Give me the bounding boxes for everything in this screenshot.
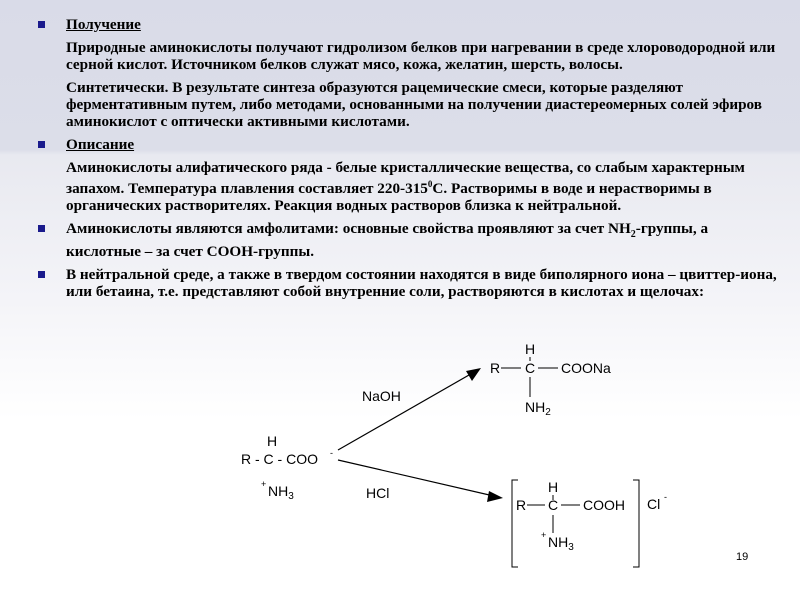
ampholytes-text: Аминокислоты являются амфолитами: основные свойства проявляют за счет NH: [66, 220, 631, 238]
zwitterion-nh3: $NH_3$: [268, 483, 294, 502]
arrowhead-bottom-icon: [487, 491, 503, 502]
product-top-r: R: [490, 360, 501, 376]
nh2-subscript: 2: [630, 229, 636, 241]
product-top-h: H: [525, 341, 536, 357]
paragraph-synthetic: Синтетически. В результате синтеза образуются рацемические смеси, которые разделяют ферментативным путем, либо методами, основанными на получении диастереомерных солей эфиров аминокислот с оптически активными кислотами.: [66, 79, 762, 130]
zwitterion-text: В нейтральной среде, а также в твердом состоянии находятся в виде биполярного иона – цвиттер-иона, или бетаина, т.е. представляют собой внутренние соли, растворяются в кислотах и щелочах:: [66, 266, 777, 301]
product-top-c: C: [525, 360, 536, 376]
paragraph-natural: Природные аминокислоты получают гидролизом белков при нагревании в среде хлороводородной или серной кислот. Источником белков служат мясо, кожа, желатин, шерсть, волосы.: [66, 39, 776, 73]
zwitterion-main: R - C - COO: [241, 451, 318, 467]
product-bottom-plus: +: [541, 530, 547, 540]
arrow-to-sodium-salt: [338, 371, 476, 450]
reagent-hcl: HCl: [366, 485, 390, 501]
ampholytes-text-end: -группы, а кислотные – за счет COOH-группы.: [66, 220, 709, 261]
product-bottom-nh3: $NH_3$: [548, 534, 574, 553]
product-bottom-r: R: [516, 497, 527, 513]
brackets: [512, 480, 639, 567]
arrow-to-hydrochloride: [338, 460, 498, 497]
product-top-coona: COONa: [561, 360, 611, 376]
product-top-nh2: $NH_2$: [525, 399, 551, 418]
degree-superscript: 0: [427, 179, 433, 189]
description-text: Аминокислоты алифатического ряда - белые кристаллические вещества, со слабым характерным запахом. Температура плавления составляет 220-315: [66, 159, 745, 198]
product-bottom-c: C: [548, 497, 559, 513]
counter-ion-cl: Cl: [647, 496, 661, 512]
heading-obtaining: Получение: [66, 16, 141, 33]
product-bottom-cooh: COOH: [583, 497, 625, 513]
zwitterion-minus: -: [330, 448, 333, 458]
reagent-naoh: NaOH: [362, 388, 401, 404]
page-number: 19: [736, 551, 749, 563]
zwitterion-plus: +: [261, 479, 267, 489]
arrowhead-top-icon: [466, 368, 481, 381]
counter-ion-charge: -: [664, 492, 667, 502]
zwitterion-h: H: [267, 433, 278, 449]
product-bottom-h: H: [548, 479, 559, 495]
description-text-end: С. Растворимы в воде и нерастворимы в органических растворителях. Реакция водных растворов близка к нейтральной.: [66, 180, 712, 215]
heading-description: Описание: [66, 136, 135, 153]
